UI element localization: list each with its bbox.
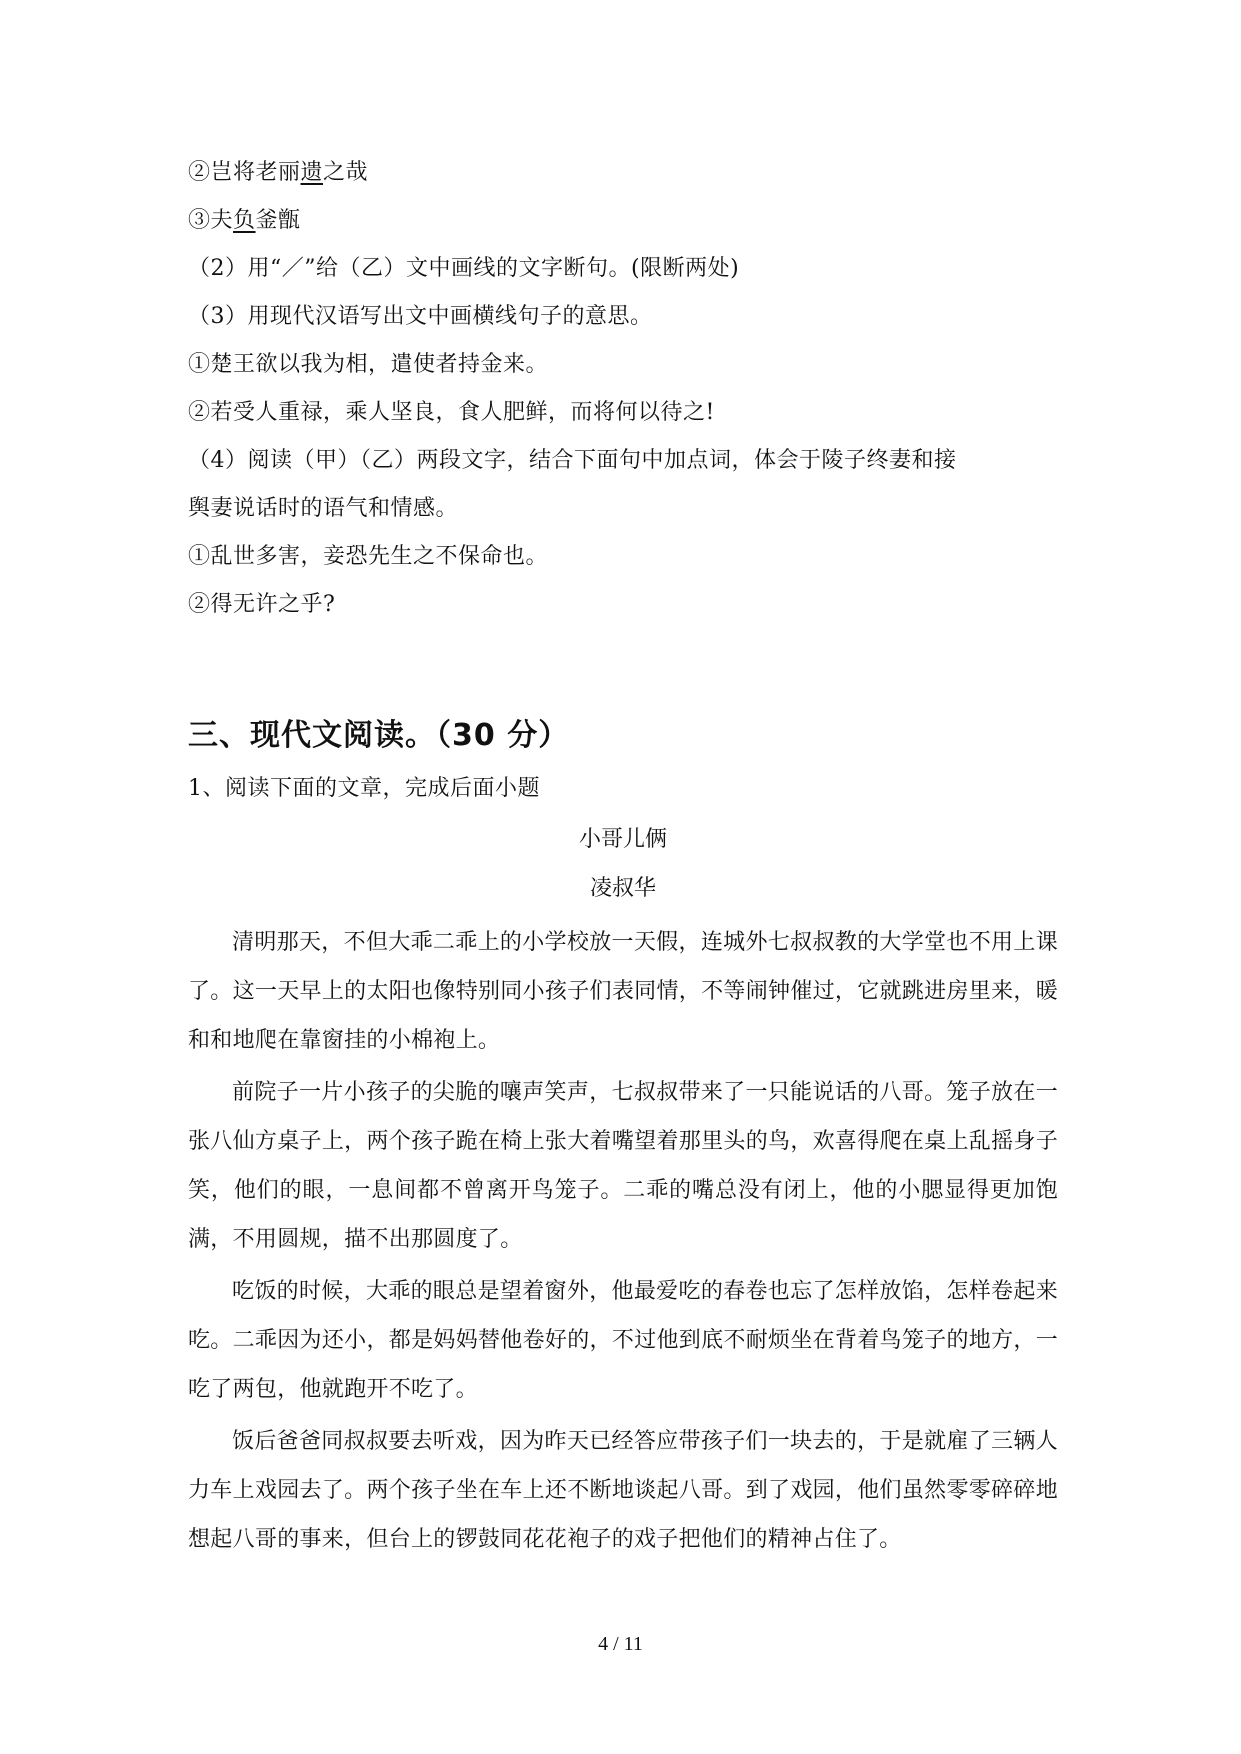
page-number: 4 / 11: [598, 1633, 643, 1655]
question-2: （2）用“／”给（乙）文中画线的文字断句。(限断两处): [188, 256, 740, 281]
question-item-1-2: [188, 158, 1058, 188]
q1-2-suffix: 之哉: [323, 160, 369, 185]
article-paragraph-2: 前院子一片小孩子的尖脆的嚷声笑声，七叔叔带来了一只能说话的八哥。笼子放在一张八仙方桌子上，两个孩子跪在椅上张大着嘴望着那里头的鸟，欢喜得爬在桌上乱摇身子笑，他们的眼，一息间都不曾离开鸟笼子。二乖的嘴总没有闭上，他的小腮显得更加饱满，不用圆规，描不出那圆度了。: [188, 1080, 1058, 1252]
article-paragraph-3: 吃饭的时候，大乖的眼总是望着窗外，他最爱吃的春卷也忘了怎样放馅，怎样卷起来吃。二乖因为还小，都是妈妈替他卷好的，不过他到底不耐烦坐在背着鸟笼子的地方，一吃了两包，他就跑开不吃了。: [188, 1279, 1058, 1402]
question-4-item-1: ①乱世多害，妾恐先生之不保命也。: [188, 544, 549, 569]
question-4-item-2: ②得无许之乎?: [188, 592, 336, 617]
q1-3-prefix: ③夫: [188, 208, 234, 233]
q1-3-underlined-word: 负: [233, 208, 256, 233]
article-paragraph-4: 饭后爸爸同叔叔要去听戏，因为昨天已经答应带孩子们一块去的，于是就雇了三辆人力车上戏园去了。两个孩子坐在车上还不断地谈起八哥。到了戏园，他们虽然零零碎碎地想起八哥的事来，但台上的锣鼓同花花袍子的戏子把他们的精神占住了。: [188, 1429, 1058, 1552]
question-4-line-2: 舆妻说话时的语气和情感。: [188, 496, 459, 521]
question-3: （3）用现代汉语写出文中画横线句子的意思。: [188, 304, 653, 329]
article-author: 凌叔华: [589, 876, 656, 901]
q1-2-underlined-word: 遗: [300, 160, 324, 185]
section-heading: 三、现代文阅读。（30 分）: [188, 718, 570, 753]
q1-2-prefix: ②岂将老丽: [188, 160, 301, 185]
question-item-1-3: [188, 206, 1058, 236]
question-3-item-1: ①楚王欲以我为相，遣使者持金来。: [188, 352, 549, 377]
question-4-line-1: （4）阅读（甲）（乙）两段文字，结合下面句中加点词，体会于陵子终妻和接: [188, 448, 957, 473]
article-paragraph-1: 清明那天，不但大乖二乖上的小学校放一天假，连城外七叔叔教的大学堂也不用上课了。这一天早上的太阳也像特别同小孩子们表同情，不等闹钟催过，它就跳进房里来，暖和和地爬在靠窗挂的小棉袍上。: [188, 930, 1058, 1053]
question-3-item-2: ②若受人重禄，乘人坚良，食人肥鲜，而将何以待之!: [188, 400, 715, 425]
q1-3-suffix: 釜甑: [255, 208, 301, 233]
article-title: 小哥儿俩: [578, 827, 667, 852]
section-instruction: 1、阅读下面的文章，完成后面小题: [188, 776, 540, 801]
